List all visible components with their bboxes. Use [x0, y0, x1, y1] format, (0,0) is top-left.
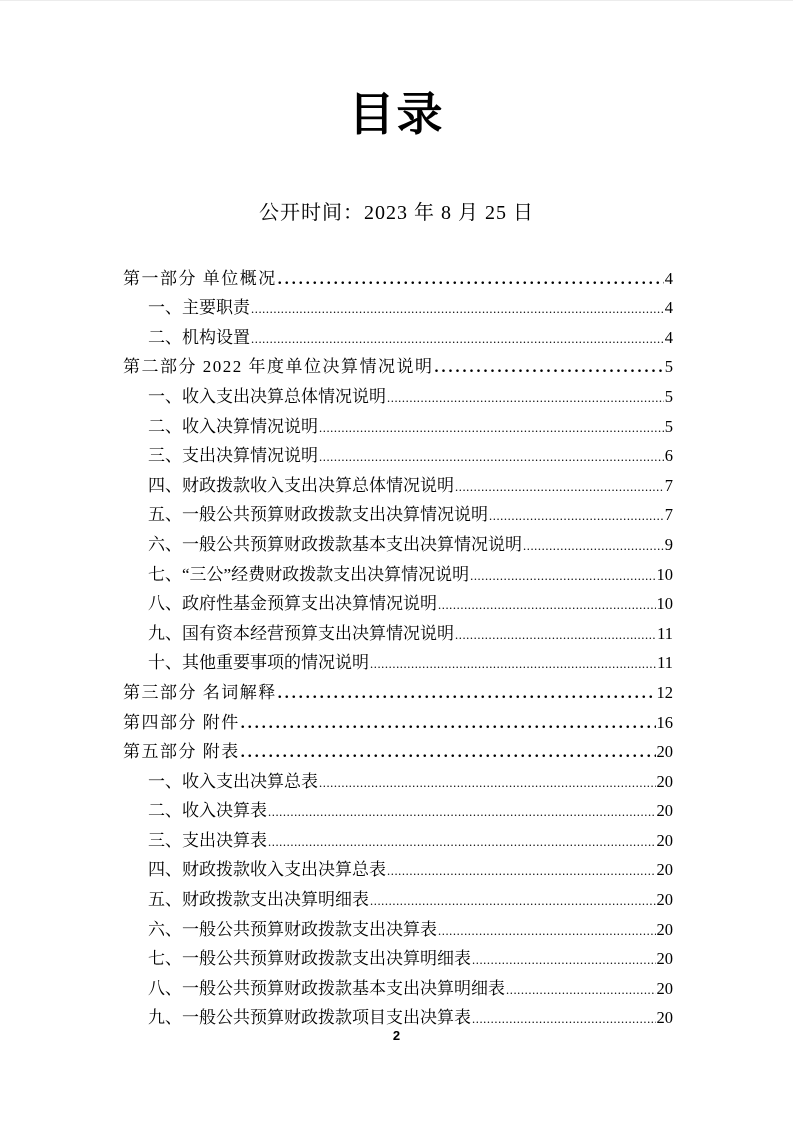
toc-entry-page: 20 — [656, 919, 673, 939]
toc-entry-label: 十、其他重要事项的情况说明 — [148, 653, 369, 673]
toc-entry-label: 四、财政拨款收入支出决算总表 — [148, 860, 386, 880]
toc-entry-label: 八、政府性基金预算支出决算情况说明 — [148, 594, 437, 614]
toc-entry-page: 5 — [664, 416, 673, 436]
toc-entry-label: 三、支出决算情况说明 — [148, 446, 318, 466]
toc-leader-dots — [278, 265, 664, 295]
toc-entry — [123, 412, 673, 442]
toc-leader-dots — [387, 384, 664, 414]
toc-entry-label: 七、“三公”经费财政拨款支出决算情况说明 — [148, 564, 470, 584]
toc-leader-dots — [370, 650, 656, 680]
toc-entry-label: 六、一般公共预算财政拨款基本支出决算情况说明 — [148, 534, 522, 554]
toc-entry-page: 11 — [657, 653, 673, 673]
toc-leader-dots — [438, 591, 656, 621]
toc-entry-label: 五、财政拨款支出决算明细表 — [148, 890, 369, 910]
toc-leader-dots — [438, 917, 656, 947]
toc-leader-dots — [319, 769, 656, 799]
toc-entry-page: 16 — [656, 712, 673, 732]
toc-entry-page: 5 — [664, 386, 673, 406]
toc-entry-label: 三、支出决算表 — [148, 830, 267, 850]
toc-leader-dots — [251, 325, 664, 355]
page-title: 目录 — [348, 88, 445, 140]
toc-leader-dots — [251, 295, 664, 325]
toc-entry — [123, 796, 673, 826]
toc-entry — [123, 915, 673, 945]
toc-leader-dots — [455, 621, 656, 651]
toc-entry — [123, 382, 673, 412]
toc-entry — [123, 441, 673, 471]
toc-entry — [123, 767, 673, 797]
toc-entry-label: 二、机构设置 — [148, 327, 250, 347]
toc-entry — [123, 855, 673, 885]
toc-leader-dots — [268, 798, 656, 828]
toc-leader-dots — [523, 532, 664, 562]
toc-entry — [123, 974, 673, 1004]
toc-leader-dots — [435, 353, 664, 383]
toc-leader-dots — [370, 887, 656, 917]
toc-entry — [123, 678, 673, 708]
publish-date: 公开时间：2023 年 8 月 25 日 — [259, 201, 534, 224]
toc-leader-dots — [241, 738, 656, 768]
toc-entry-label: 第五部分 附表 — [123, 742, 240, 762]
toc-entry-page: 9 — [664, 534, 673, 554]
toc-entry-page: 11 — [657, 623, 673, 643]
toc-entry-label: 八、一般公共预算财政拨款基本支出决算明细表 — [148, 978, 505, 998]
toc-entry-page: 20 — [656, 801, 673, 821]
toc-entry-page: 10 — [656, 594, 673, 614]
toc-leader-dots — [506, 976, 656, 1006]
toc-entry — [123, 560, 673, 590]
toc-entry-page: 7 — [664, 505, 673, 525]
toc-entry-label: 九、一般公共预算财政拨款项目支出决算表 — [148, 1008, 471, 1028]
toc-entry — [123, 352, 673, 382]
toc-entry-label: 六、一般公共预算财政拨款支出决算表 — [148, 919, 437, 939]
toc-entry — [123, 885, 673, 915]
toc-entry-label: 第二部分 2022 年度单位决算情况说明 — [123, 357, 434, 377]
toc-entry-page: 20 — [656, 830, 673, 850]
toc-entry — [123, 264, 673, 294]
toc-entry-page: 20 — [656, 742, 673, 762]
toc-entry-page: 20 — [656, 1008, 673, 1028]
toc-entry-page: 5 — [664, 357, 673, 377]
toc-entry — [123, 737, 673, 767]
toc-entry-label: 第三部分 名词解释 — [123, 682, 277, 702]
toc-entry-label: 七、一般公共预算财政拨款支出决算明细表 — [148, 949, 471, 969]
toc-entry-label: 第四部分 附件 — [123, 712, 240, 732]
toc-leader-dots — [489, 502, 664, 532]
toc-entry-page: 6 — [664, 446, 673, 466]
toc-leader-dots — [387, 857, 656, 887]
toc-leader-dots — [268, 828, 656, 858]
toc-entry — [123, 530, 673, 560]
toc-entry-label: 一、收入支出决算总体情况说明 — [148, 386, 386, 406]
toc-entry-label: 一、收入支出决算总表 — [148, 771, 318, 791]
footer-page-number: 2 — [392, 1028, 401, 1043]
toc-entry-page: 20 — [656, 978, 673, 998]
toc-entry-page: 12 — [656, 682, 673, 702]
toc-entry-page: 4 — [664, 268, 673, 288]
toc-entry — [123, 944, 673, 974]
toc-entry-page: 4 — [664, 298, 673, 318]
toc-entry — [123, 826, 673, 856]
toc-entry-label: 第一部分 单位概况 — [123, 268, 277, 288]
toc-leader-dots — [241, 709, 656, 739]
toc-entry-label: 九、国有资本经营预算支出决算情况说明 — [148, 623, 454, 643]
toc-entry-page: 20 — [656, 860, 673, 880]
toc-entry-page: 20 — [656, 890, 673, 910]
toc-entry-page: 20 — [656, 771, 673, 791]
toc-entry-page: 7 — [664, 475, 673, 495]
toc-entry — [123, 589, 673, 619]
toc-entry-label: 一、主要职责 — [148, 298, 250, 318]
toc-leader-dots — [472, 946, 656, 976]
toc-leader-dots — [278, 679, 656, 709]
toc-leader-dots — [470, 562, 655, 592]
toc-list — [123, 264, 673, 1033]
toc-entry-label: 二、收入决算情况说明 — [148, 416, 318, 436]
toc-entry-label: 四、财政拨款收入支出决算总体情况说明 — [148, 475, 454, 495]
toc-leader-dots — [319, 443, 664, 473]
toc-entry — [123, 500, 673, 530]
toc-entry-page: 4 — [664, 327, 673, 347]
toc-entry-page: 20 — [656, 949, 673, 969]
toc-leader-dots — [319, 414, 664, 444]
toc-entry — [123, 471, 673, 501]
toc-entry — [123, 708, 673, 738]
toc-entry — [123, 323, 673, 353]
toc-entry-label: 二、收入决算表 — [148, 801, 267, 821]
toc-leader-dots — [455, 473, 664, 503]
toc-entry — [123, 293, 673, 323]
toc-entry — [123, 648, 673, 678]
toc-entry-label: 五、一般公共预算财政拨款支出决算情况说明 — [148, 505, 488, 525]
toc-entry-page: 10 — [656, 564, 673, 584]
toc-entry — [123, 619, 673, 649]
